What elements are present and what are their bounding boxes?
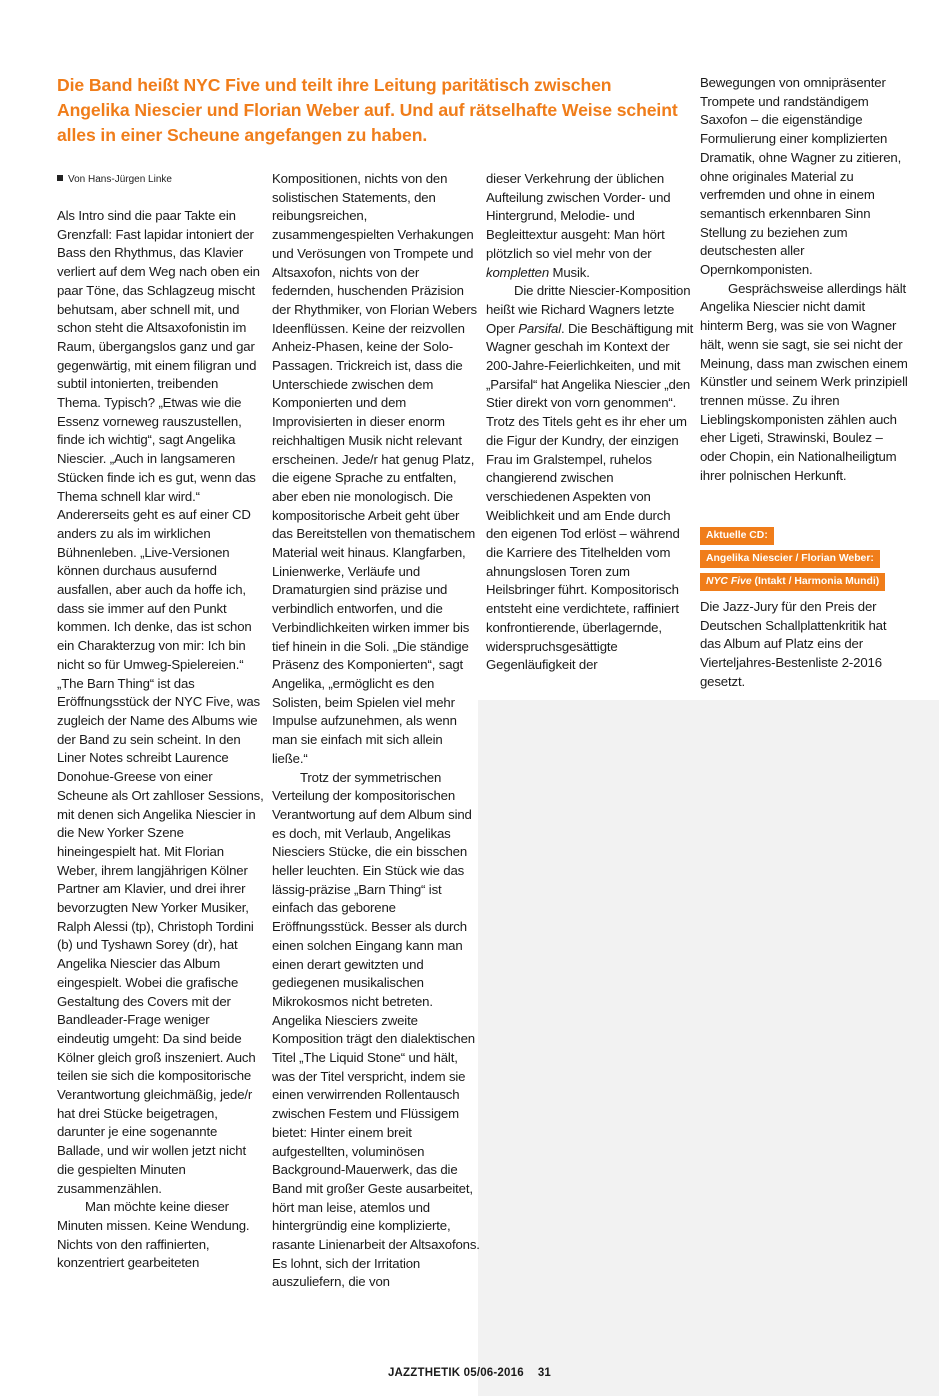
- page-number: 31: [537, 1367, 552, 1379]
- column-3: [486, 170, 694, 675]
- cd-artists: Angelika Niescier / Florian Weber:: [700, 550, 880, 568]
- text-span: Musik.: [549, 264, 590, 280]
- text-span: . Die Beschäftigung mit Wagner geschah im Kontext der 200-Jahre-Feierlichkeiten, und mit „Parsifal“ hat Angelika Niescier „den Stier direkt von vorn genommen“. Trotz des Titels geht es ihr eher um die Figur der Kundry, der einzigen Frau im Gralstempel, ruhelos changierend zwischen verschiedenen Aspekten von Weiblichkeit und am Ende durch den eigenen Tod erlöst – während die Karriere des Titelhelden vom ahnungslosen Toren zum Heilsbringer führt. Kompositorisch entsteht eine verdichtete, raffiniert konfrontierende, überlagernde, widerspruchsgesättigte Gegenläufigkeit der: [486, 320, 694, 673]
- paragraph: Bewegungen von omnipräsenter Trompete und randständigem Saxofon – die eigenständige Formulierung einer komplizierten Dramatik, ohne Wagner zu zitieren, ohne originales Material zu verfremden und ohne in einem semantisch erkennbaren Sinn Stellung zu beziehen zum deutschesten aller Opernkomponisten.: [700, 75, 902, 278]
- paragraph: [486, 282, 694, 675]
- column-1: [57, 207, 265, 1273]
- paragraph: Kompositionen, nichts von den solistischen Statements, den reibungsreichen, zusammengespielten Verhakungen und Verösungen von Trompete und Altsaxofon, nichts von der federnden, huschenden Präzision der Rhythmiker, von Florian Webers Ideenflüssen. Keine der reizvollen Anheiz-Phasen, keine der Solo-Passagen. Trickreich ist, dass die Unterschiede zwischen dem Komponierten und dem Improvisierten in dieser enorm reichhaltigen Musik nicht relevant erscheinen. Jede/r hat genug Platz, die eigene Sprache zu entfalten, aber eben nie monologisch. Die kompositorische Arbeit geht über das Bereitstellen von thematischem Material weit hinaus. Klangfarben, Linienwerke, Verläufe und Dramaturgien sind präzise und verbindlich entworfen, und die Verbindlichkeiten wirken immer bis tief hinein in die Soli. „Die ständige Präsenz des Komponierten“, sagt Angelika, „ermöglicht es den Solisten, beim Spielen viel mehr Impulse aufzunehmen, als wenn man sie einfach mit sich allein ließe.“: [272, 171, 478, 766]
- italic-span: Parsifal: [518, 320, 562, 336]
- cd-title-line: [700, 573, 885, 591]
- column-2: [272, 170, 480, 1292]
- cd-title: NYC Five: [706, 576, 752, 587]
- background-shade: [478, 700, 939, 1396]
- text-span: dieser Verkehrung der üblichen Aufteilung zwischen Vorder- und Hintergrund, Melodie- und Begleittextur ausgeht: Man hört plötzlich so viel mehr von der: [486, 171, 671, 261]
- byline-text: Von Hans-Jürgen Linke: [68, 174, 172, 185]
- text-span: Die dritte Niescier-Komposition heißt wie Richard Wagners letzte Oper: [486, 283, 691, 336]
- jury-note: [700, 598, 908, 692]
- byline: [57, 173, 172, 187]
- cd-label-info: (Intakt / Harmonia Mundi): [751, 576, 880, 587]
- paragraph: „The Barn Thing“ ist das Eröffnungsstück der NYC Five, was zugleich der Name des Albums wie der Band zu sein scheint. In den Liner Notes schreibt Laurence Donohue-Greese von einer Scheune als Ort zahlloser Sessions, mit denen sich Angelika Niescier in die New Yorker Szene hineingespielt hat. Mit Florian Weber, ihrem langjährigen Kölner Partner am Klavier, und drei ihrer bevorzugten New Yorker Musiker, Ralph Alessi (tp), Christoph Tordini (b) und Tyshawn Sorey (dr), hat Angelika Niescier das Album eingespielt. Wobei die grafische Gestaltung des Covers mit der Bandleader-Frage weniger eindeutig umgeht: Da sind beide Kölner gleich groß inszeniert. Auch teilen sie sich die kompositorische Verantwortung gleichmäßig, jede/r hat drei Stücke beigetragen, darunter je eine sogenannte Ballade, und wir wollen jetzt nicht die gespielten Minuten zusammenzählen.: [57, 675, 264, 1196]
- paragraph: Gesprächsweise allerdings hält Angelika Niescier nicht damit hinterm Berg, was sie von Wagner hält, wenn sie sagt, sie sei nicht der Meinung, dass man zwischen einem Künstler und seinem Werk prinzipiell trennen müsse. Zu ihren Lieblingskomponisten zählen auch eher Ligeti, Strawinski, Boulez – oder Chopin, ein Nationalheiligtum ihrer polnischen Herkunft.: [700, 280, 908, 483]
- paragraph: Trotz der symmetrischen Verteilung der kompositorischen Verantwortung auf dem Album sind es doch, mit Verlaub, Angelikas Niesciers Stücke, die ein bisschen heller leuchten. Ein Stück wie das lässig-präzise „Barn Thing“ ist einfach das geborene Eröffnungsstück. Besser als durch einen solchen Eingang kann man einen derart gewitzten und gediegenen musikalischen Mikrokosmos nicht betreten. Angelika Niesciers zweite Komposition trägt den dialektischen Titel „The Liquid Stone“ und hält, was der Titel verspricht, indem sie einen verwirrenden Rollentausch zwischen Festem und Flüssigem bietet: Hinter einem breit aufgestellten, voluminösen Background-Mauerwerk, das die Band mit großer Geste ausarbeitet, hört man leise, atemlos und hintergründig eine komplizierte, rasante Linienarbeit der Altsaxofons. Es lohnt, sich der Irritation auszuliefern, die von: [272, 769, 480, 1290]
- paragraph: Als Intro sind die paar Takte ein Grenzfall: Fast lapidar intoniert der Bass den Rhythmus, das Klavier verliert auf dem Weg nach oben ein paar Töne, das Schlagzeug mischt behutsam, aber schnell mit, und schon steht die Altsaxofonistin im Raum, übergangslos ganz und gar gegenwärtig, mit einem filigran und subtil intonierten, treibenden Thema. Typisch? „Etwas wie die Essenz vorneweg rauszustellen, finde ich wichtig“, sagt Angelika Niescier. „Auch in langsameren Stücken finde ich es gut, wenn das Thema schnell klar wird.“ Andererseits geht es auf einer CD anders zu als im wirklichen Bühnenleben. „Live-Versionen können durchaus ausufernd ausfallen, aber auch da hoffe ich, dass sie immer auf den Punkt kommen. Ich denke, das ist schon ein Charakterzug von mir: Ich bin nicht so für Umweg-Spielereien.“: [57, 208, 260, 672]
- paragraph: [486, 170, 694, 282]
- cd-label: Aktuelle CD:: [700, 527, 774, 545]
- cd-info-box: [700, 525, 885, 594]
- paragraph: Man möchte keine dieser Minuten missen. Keine Wendung. Nichts von den raffinierten, konzentriert gearbeiteten: [57, 1199, 250, 1271]
- square-bullet-icon: [57, 175, 63, 181]
- page-footer: [0, 1367, 939, 1379]
- magazine-issue: JAZZTHETIK 05/06-2016: [387, 1367, 524, 1379]
- paragraph: Die Jazz-Jury für den Preis der Deutschen Schallplattenkritik hat das Album auf Platz eins der Vierteljahres-Bestenliste 2-2016 gesetzt.: [700, 599, 887, 689]
- italic-span: kompletten: [486, 264, 550, 280]
- article-lead: Die Band heißt NYC Five und teilt ihre Leitung paritätisch zwischen Angelika Niescier und Florian Weber auf. Und auf rätselhafte Weise scheint alles in einer Scheune angefangen zu haben.: [57, 75, 678, 145]
- column-4: [700, 74, 908, 485]
